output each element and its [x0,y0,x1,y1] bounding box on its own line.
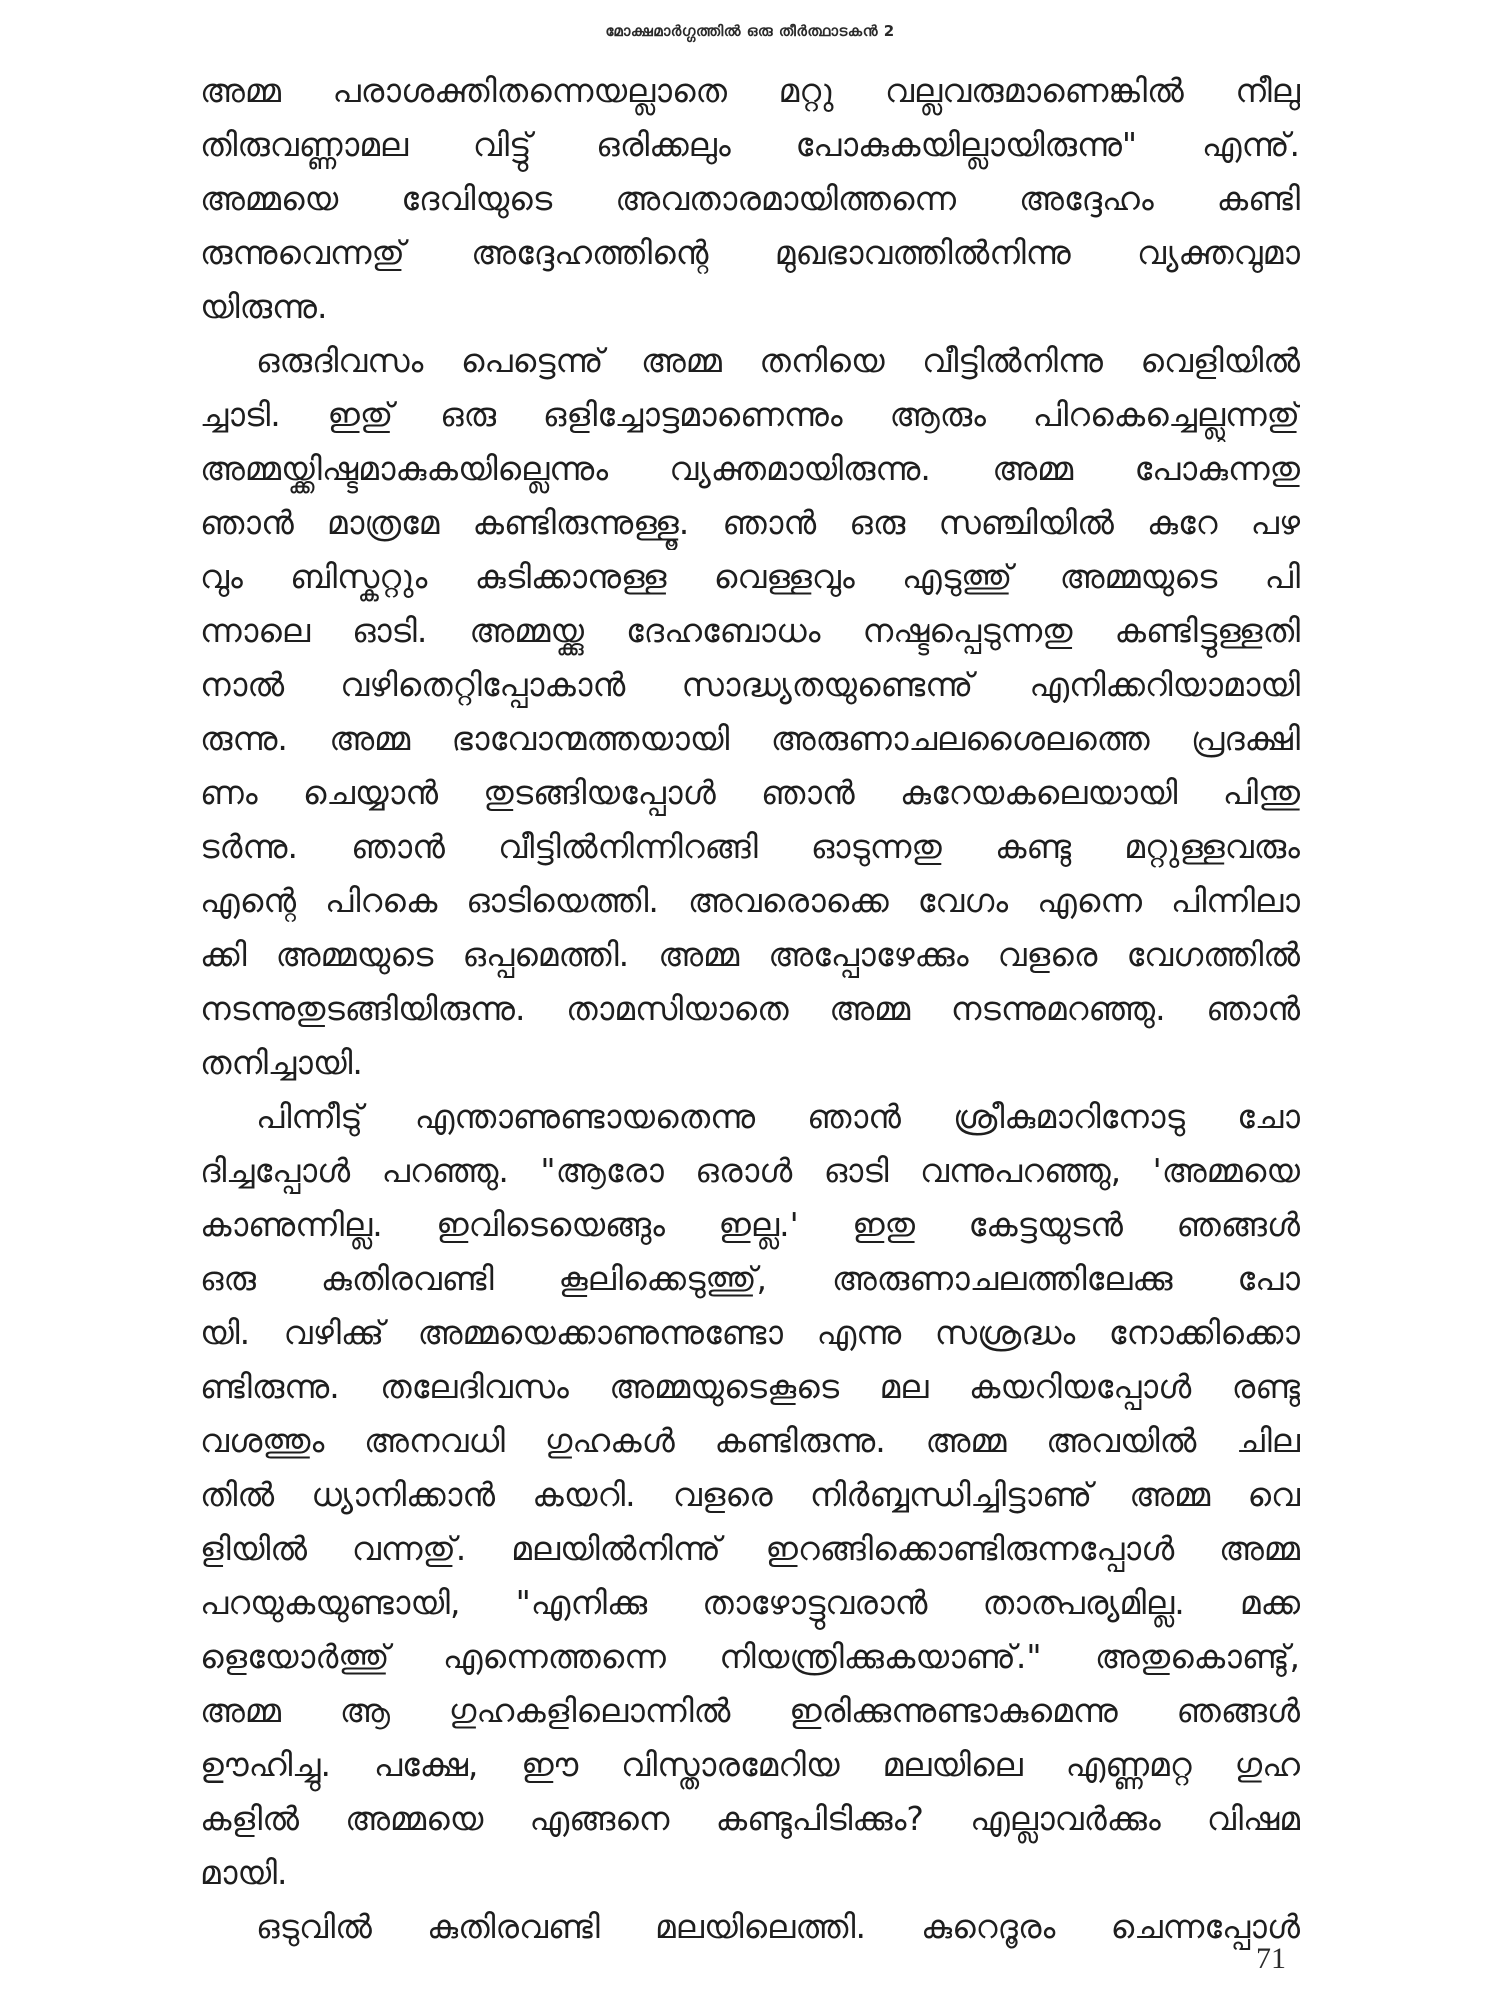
text-line: അമ്മ ആ ഗുഹകളിലൊന്നിൽ ഇരിക്കുന്നുണ്ടാകുമെന്നു ഞങ്ങൾ [200,1691,1300,1730]
text-line: ഞാൻ മാത്രമേ കണ്ടിരുന്നുള്ളൂ. ഞാൻ ഒരു സഞ്ചിയിൽ കുറേ പഴ [200,503,1300,542]
text-line: ളിയിൽ വന്നതു്. മലയിൽനിന്നു് ഇറങ്ങിക്കൊണ്ടിരുന്നപ്പോൾ അമ്മ [200,1529,1300,1568]
text-line: യി. വഴിക്കു് അമ്മയെക്കാണുന്നുണ്ടോ എന്നു സശ്രദ്ധം നോക്കിക്കൊ [200,1313,1300,1352]
text-line: ഊഹിച്ചു. പക്ഷേ, ഈ വിസ്താരമേറിയ മലയിലെ എണ്ണമറ്റ ഗുഹ [200,1745,1300,1784]
text-line: വശത്തും അനവധി ഗുഹകൾ കണ്ടിരുന്നു. അമ്മ അവയിൽ ചില [200,1421,1300,1460]
text-line: വും ബിസ്കറ്റും കുടിക്കാനുള്ള വെള്ളവും എടുത്തു് അമ്മയുടെ പി [200,557,1300,596]
text-line: നടന്നുതുടങ്ങിയിരുന്നു. താമസിയാതെ അമ്മ നടന്നുമറഞ്ഞു. ഞാൻ [200,989,1300,1028]
text-line: ടർന്നു. ഞാൻ വീട്ടിൽനിന്നിറങ്ങി ഓടുന്നതു കണ്ടു മറ്റുള്ളവരും [200,827,1300,866]
paragraph-start-line: ഒരുദിവസം പെട്ടെന്നു് അമ്മ തനിയെ വീട്ടിൽനിന്നു വെളിയിൽ [256,341,1300,380]
text-line: അമ്മ പരാശക്തിതന്നെയല്ലാതെ മറ്റു വല്ലവരുമാണെങ്കിൽ നീലു [200,71,1300,110]
text-line: ണ്ടിരുന്നു. തലേദിവസം അമ്മയുടെകൂടെ മല കയറിയപ്പോൾ രണ്ടു [200,1367,1300,1406]
text-line: രുന്നുവെന്നതു് അദ്ദേഹത്തിന്റെ മുഖഭാവത്തിൽനിന്നു വ്യക്തവുമാ [200,233,1300,272]
text-line: നാൽ വഴിതെറ്റിപ്പോകാൻ സാദ്ധ്യതയുണ്ടെന്നു് എനിക്കറിയാമായി [200,665,1300,704]
text-line: മായി. [200,1853,288,1892]
text-line: ച്ചാടി. ഇതു് ഒരു ഒളിച്ചോട്ടമാണെന്നും ആരും പിറകെച്ചെല്ലുന്നതു് [200,395,1300,434]
body-text [200,64,1300,1954]
paragraph-start-line: പിന്നീടു് എന്താണുണ്ടായതെന്നു ഞാൻ ശ്രീകുമാറിനോടു ചോ [256,1097,1300,1136]
text-line: പറയുകയുണ്ടായി, "എനിക്കു താഴോട്ടുവരാൻ താത്പര്യമില്ല. മക്ക [200,1583,1300,1622]
text-line: ണം ചെയ്യാൻ തുടങ്ങിയപ്പോൾ ഞാൻ കുറേയകലെയായി പിന്തു [200,773,1300,812]
text-line: അമ്മയ്ക്കിഷ്ടമാകുകയില്ലെന്നും വ്യക്തമായിരുന്നു. അമ്മ പോകുന്നതു [200,449,1300,488]
text-line: ന്നാലെ ഓടി. അമ്മയ്ക്കു ദേഹബോധം നഷ്ടപ്പെടുന്നതു കണ്ടിട്ടുള്ളതി [200,611,1300,650]
text-line: കളിൽ അമ്മയെ എങ്ങനെ കണ്ടുപിടിക്കും? എല്ലാവർക്കും വിഷമ [200,1799,1300,1838]
text-line: കാണുന്നില്ല. ഇവിടെയെങ്ങും ഇല്ല.' ഇതു കേട്ടയുടൻ ഞങ്ങൾ [200,1205,1300,1244]
text-line: രുന്നു. അമ്മ ഭാവോന്മത്തയായി അരുണാചലശൈലത്തെ പ്രദക്ഷി [200,719,1300,758]
text-line: ദിച്ചപ്പോൾ പറഞ്ഞു. "ആരോ ഒരാൾ ഓടി വന്നുപറഞ്ഞു, 'അമ്മയെ [200,1151,1300,1190]
page-number: 71 [1256,1942,1286,1975]
text-line: തിരുവണ്ണാമല വിട്ടു് ഒരിക്കലും പോകുകയില്ലായിരുന്നു" എന്നു്. [200,125,1300,164]
text-line: അമ്മയെ ദേവിയുടെ അവതാരമായിത്തന്നെ അദ്ദേഹം കണ്ടി [200,179,1300,218]
text-line: യിരുന്നു. [200,287,328,326]
text-line: ഒരു കുതിരവണ്ടി കൂലിക്കെടുത്തു്, അരുണാചലത്തിലേക്കു പോ [200,1259,1300,1298]
text-line: ക്കി അമ്മയുടെ ഒപ്പമെത്തി. അമ്മ അപ്പോഴേക്കും വളരെ വേഗത്തിൽ [200,935,1300,974]
text-line: തനിച്ചായി. [200,1043,363,1082]
running-header: മോക്ഷമാർഗ്ഗത്തിൽ ഒരു തീർത്ഥാടകൻ 2 [605,22,895,40]
text-line: എന്റെ പിറകെ ഓടിയെത്തി. അവരൊക്കെ വേഗം എന്നെ പിന്നിലാ [200,881,1300,920]
text-line: ളെയോർത്തു് എന്നെത്തന്നെ നിയന്ത്രിക്കുകയാണു്." അതുകൊണ്ടു്, [200,1637,1300,1676]
text-line: തിൽ ധ്യാനിക്കാൻ കയറി. വളരെ നിർബ്ബന്ധിച്ചിട്ടാണു് അമ്മ വെ [200,1475,1300,1514]
paragraph-start-line: ഒടുവിൽ കുതിരവണ്ടി മലയിലെത്തി. കുറെദൂരം ചെന്നപ്പോൾ [256,1907,1300,1946]
